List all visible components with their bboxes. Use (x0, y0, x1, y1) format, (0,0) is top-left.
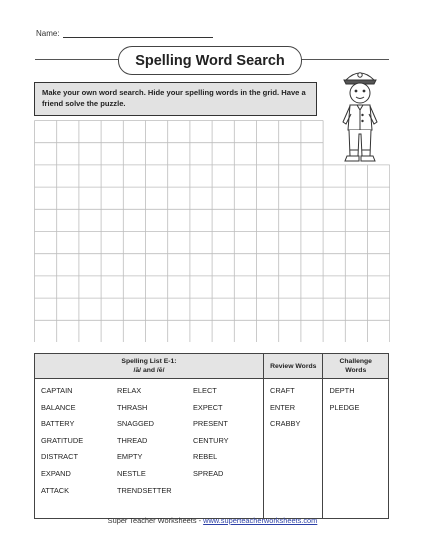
spelling-word: BALANCE (41, 402, 76, 412)
spelling-list-header: Spelling List E-1: /ă/ and /ĕ/ (35, 354, 264, 379)
spelling-word: EMPTY (117, 452, 143, 462)
challenge-word: PLEDGE (329, 402, 360, 412)
instructions-box: Make your own word search. Hide your spelling words in the grid. Have a friend solve the puzzle. (34, 82, 317, 116)
review-word: CRABBY (270, 419, 301, 429)
footer-url-link[interactable]: www.superteacherworksheets.com (203, 516, 318, 525)
name-label: Name: (36, 29, 60, 38)
challenge-words-cell (323, 379, 389, 519)
spelling-word: GRATITUDE (41, 435, 84, 445)
spelling-word: THREAD (117, 435, 148, 445)
spelling-word: PRESENT (193, 419, 228, 429)
review-words-header: Review Words (264, 354, 323, 379)
spelling-column-2 (111, 379, 187, 499)
spelling-word: BATTERY (41, 419, 75, 429)
spelling-word: ATTACK (41, 485, 70, 495)
footer (0, 516, 425, 525)
spelling-column-3 (187, 379, 263, 499)
spelling-word: REBEL (193, 452, 218, 462)
spelling-word: SNAGGED (117, 419, 154, 429)
spelling-word: SPREAD (193, 468, 224, 478)
spelling-word: CENTURY (193, 435, 229, 445)
spelling-word: EXPAND (41, 468, 71, 478)
challenge-words-header: Challenge Words (323, 354, 389, 379)
spelling-word: THRASH (117, 402, 148, 412)
spelling-word: CAPTAIN (41, 386, 73, 395)
review-word: ENTER (270, 402, 296, 412)
name-row (36, 28, 213, 38)
challenge-word: DEPTH (329, 386, 355, 395)
review-words-cell (264, 379, 323, 519)
name-field-line (63, 28, 213, 38)
spelling-list-cell (35, 379, 264, 519)
spelling-word: EXPECT (193, 402, 223, 412)
spelling-word: DISTRACT (41, 452, 78, 462)
footer-separator: - (196, 516, 204, 525)
sailor-mascot-illustration (328, 64, 392, 168)
spelling-word: ELECT (193, 386, 217, 395)
review-word: CRAFT (270, 386, 295, 395)
spelling-word: TRENDSETTER (117, 485, 172, 495)
page-title: Spelling Word Search (118, 46, 302, 75)
spelling-column-1 (35, 379, 111, 499)
spelling-word: NESTLE (117, 468, 146, 478)
footer-site-name: Super Teacher Worksheets (107, 516, 197, 525)
spelling-word: RELAX (117, 386, 142, 395)
spelling-words-table (34, 353, 389, 519)
